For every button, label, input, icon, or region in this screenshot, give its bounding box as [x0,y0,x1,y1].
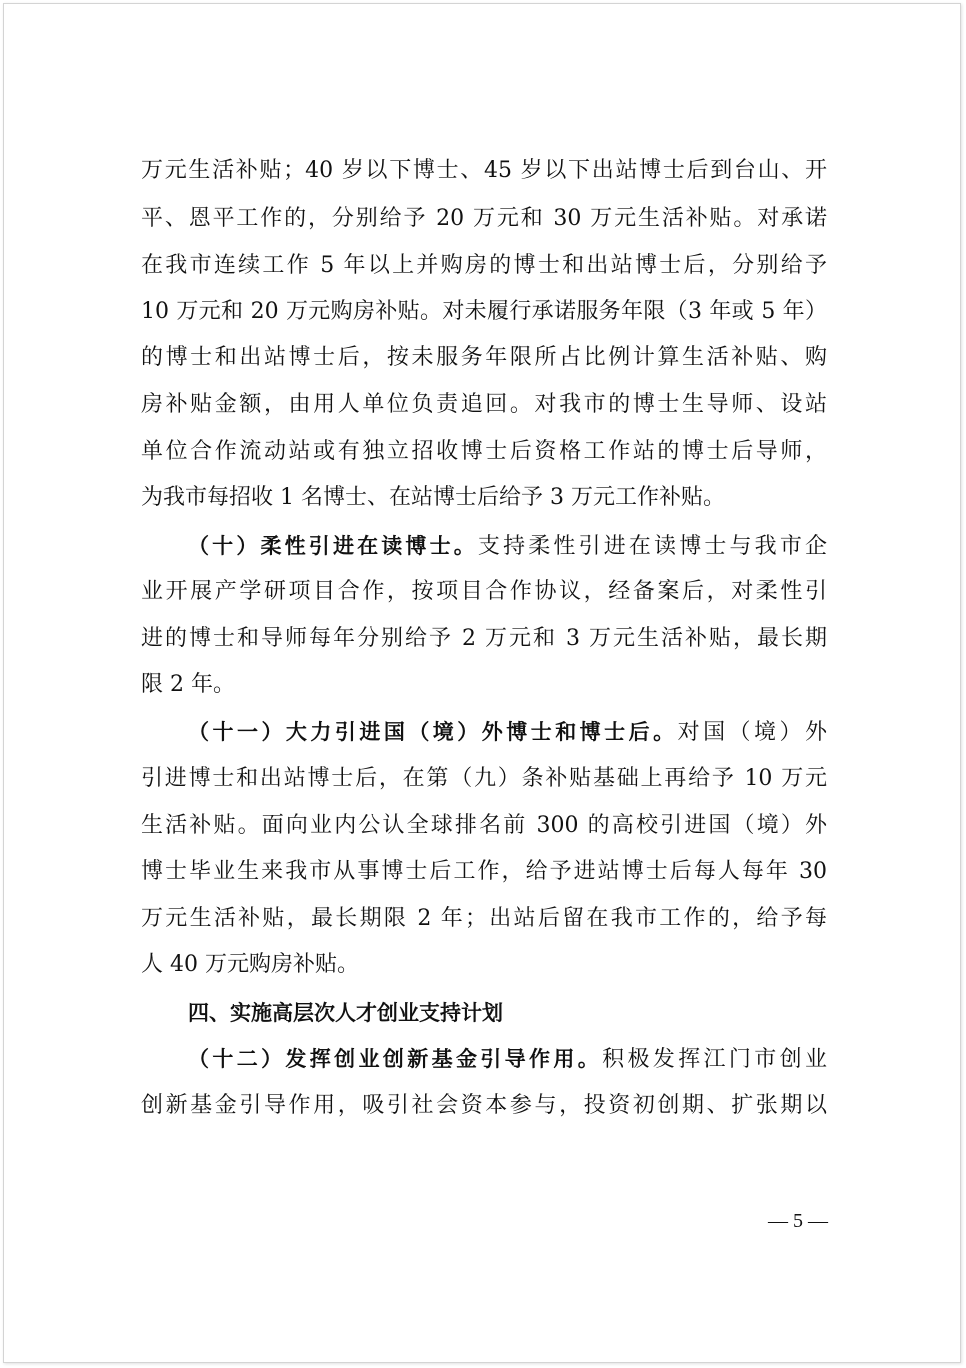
paragraph-3-line-4: 博士毕业生来我市从事博士后工作，给予进站博士后每人每年 30 [141,859,827,884]
paragraph-3-first-line-rest: 对国（境）外 [677,720,827,745]
paragraph-4-lead: （十二）发挥创业创新基金引导作用。 [188,1047,603,1071]
paragraph-3-line-6: 人 40 万元购房补贴。 [141,952,359,977]
paragraph-1-line-7: 单位合作流动站或有独立招收博士后资格工作站的博士后导师， [141,439,827,464]
paragraph-3-line-3: 生活补贴。面向业内公认全球排名前 300 的高校引进国（境）外 [141,813,827,838]
paragraph-1-line-4: 10 万元和 20 万元购房补贴。对未履行承诺服务年限（3 年或 5 年） [141,299,827,324]
section-heading: 四、实施高层次人才创业支持计划 [188,1001,503,1025]
paragraph-3-first-line [188,718,827,747]
paragraph-1-line-3: 在我市连续工作 5 年以上并购房的博士和出站博士后，分别给予 [141,253,827,278]
paragraph-2-lead: （十）柔性引进在读博士。 [188,534,478,558]
paragraph-1-line-2: 平、恩平工作的，分别给予 20 万元和 30 万元生活补贴。对承诺 [141,206,827,231]
paragraph-4-first-line-rest: 积极发挥江门市创业 [602,1047,827,1072]
paragraph-2-first-line-rest: 支持柔性引进在读博士与我市企 [477,534,827,559]
paragraph-1-line-1: 万元生活补贴；40 岁以下博士、45 岁以下出站博士后到台山、开 [141,158,827,183]
paragraph-2-line-3: 进的博士和导师每年分别给予 2 万元和 3 万元生活补贴，最长期 [141,626,827,651]
paragraph-4-line-2: 创新基金引导作用，吸引社会资本参与，投资初创期、扩张期以 [141,1093,827,1118]
paragraph-1-line-6: 房补贴金额，由用人单位负责追回。对我市的博士生导师、设站 [141,392,827,417]
paragraph-3-lead: （十一）大力引进国（境）外博士和博士后。 [188,720,678,744]
paragraph-2-line-2: 业开展产学研项目合作，按项目合作协议，经备案后，对柔性引 [141,579,827,604]
paragraph-2-line-4: 限 2 年。 [141,672,235,697]
page-number: — 5 — [768,1210,828,1232]
paragraph-1-line-5: 的博士和出站博士后，按未服务年限所占比例计算生活补贴、购 [141,345,827,370]
paragraph-3-line-5: 万元生活补贴，最长期限 2 年；出站后留在我市工作的，给予每 [141,906,827,931]
paragraph-3-line-2: 引进博士和出站博士后，在第（九）条补贴基础上再给予 10 万元 [141,766,827,791]
paragraph-1-line-8: 为我市每招收 1 名博士、在站博士后给予 3 万元工作补贴。 [141,485,725,510]
paragraph-2-first-line [188,532,827,561]
paragraph-4-first-line [188,1045,827,1074]
